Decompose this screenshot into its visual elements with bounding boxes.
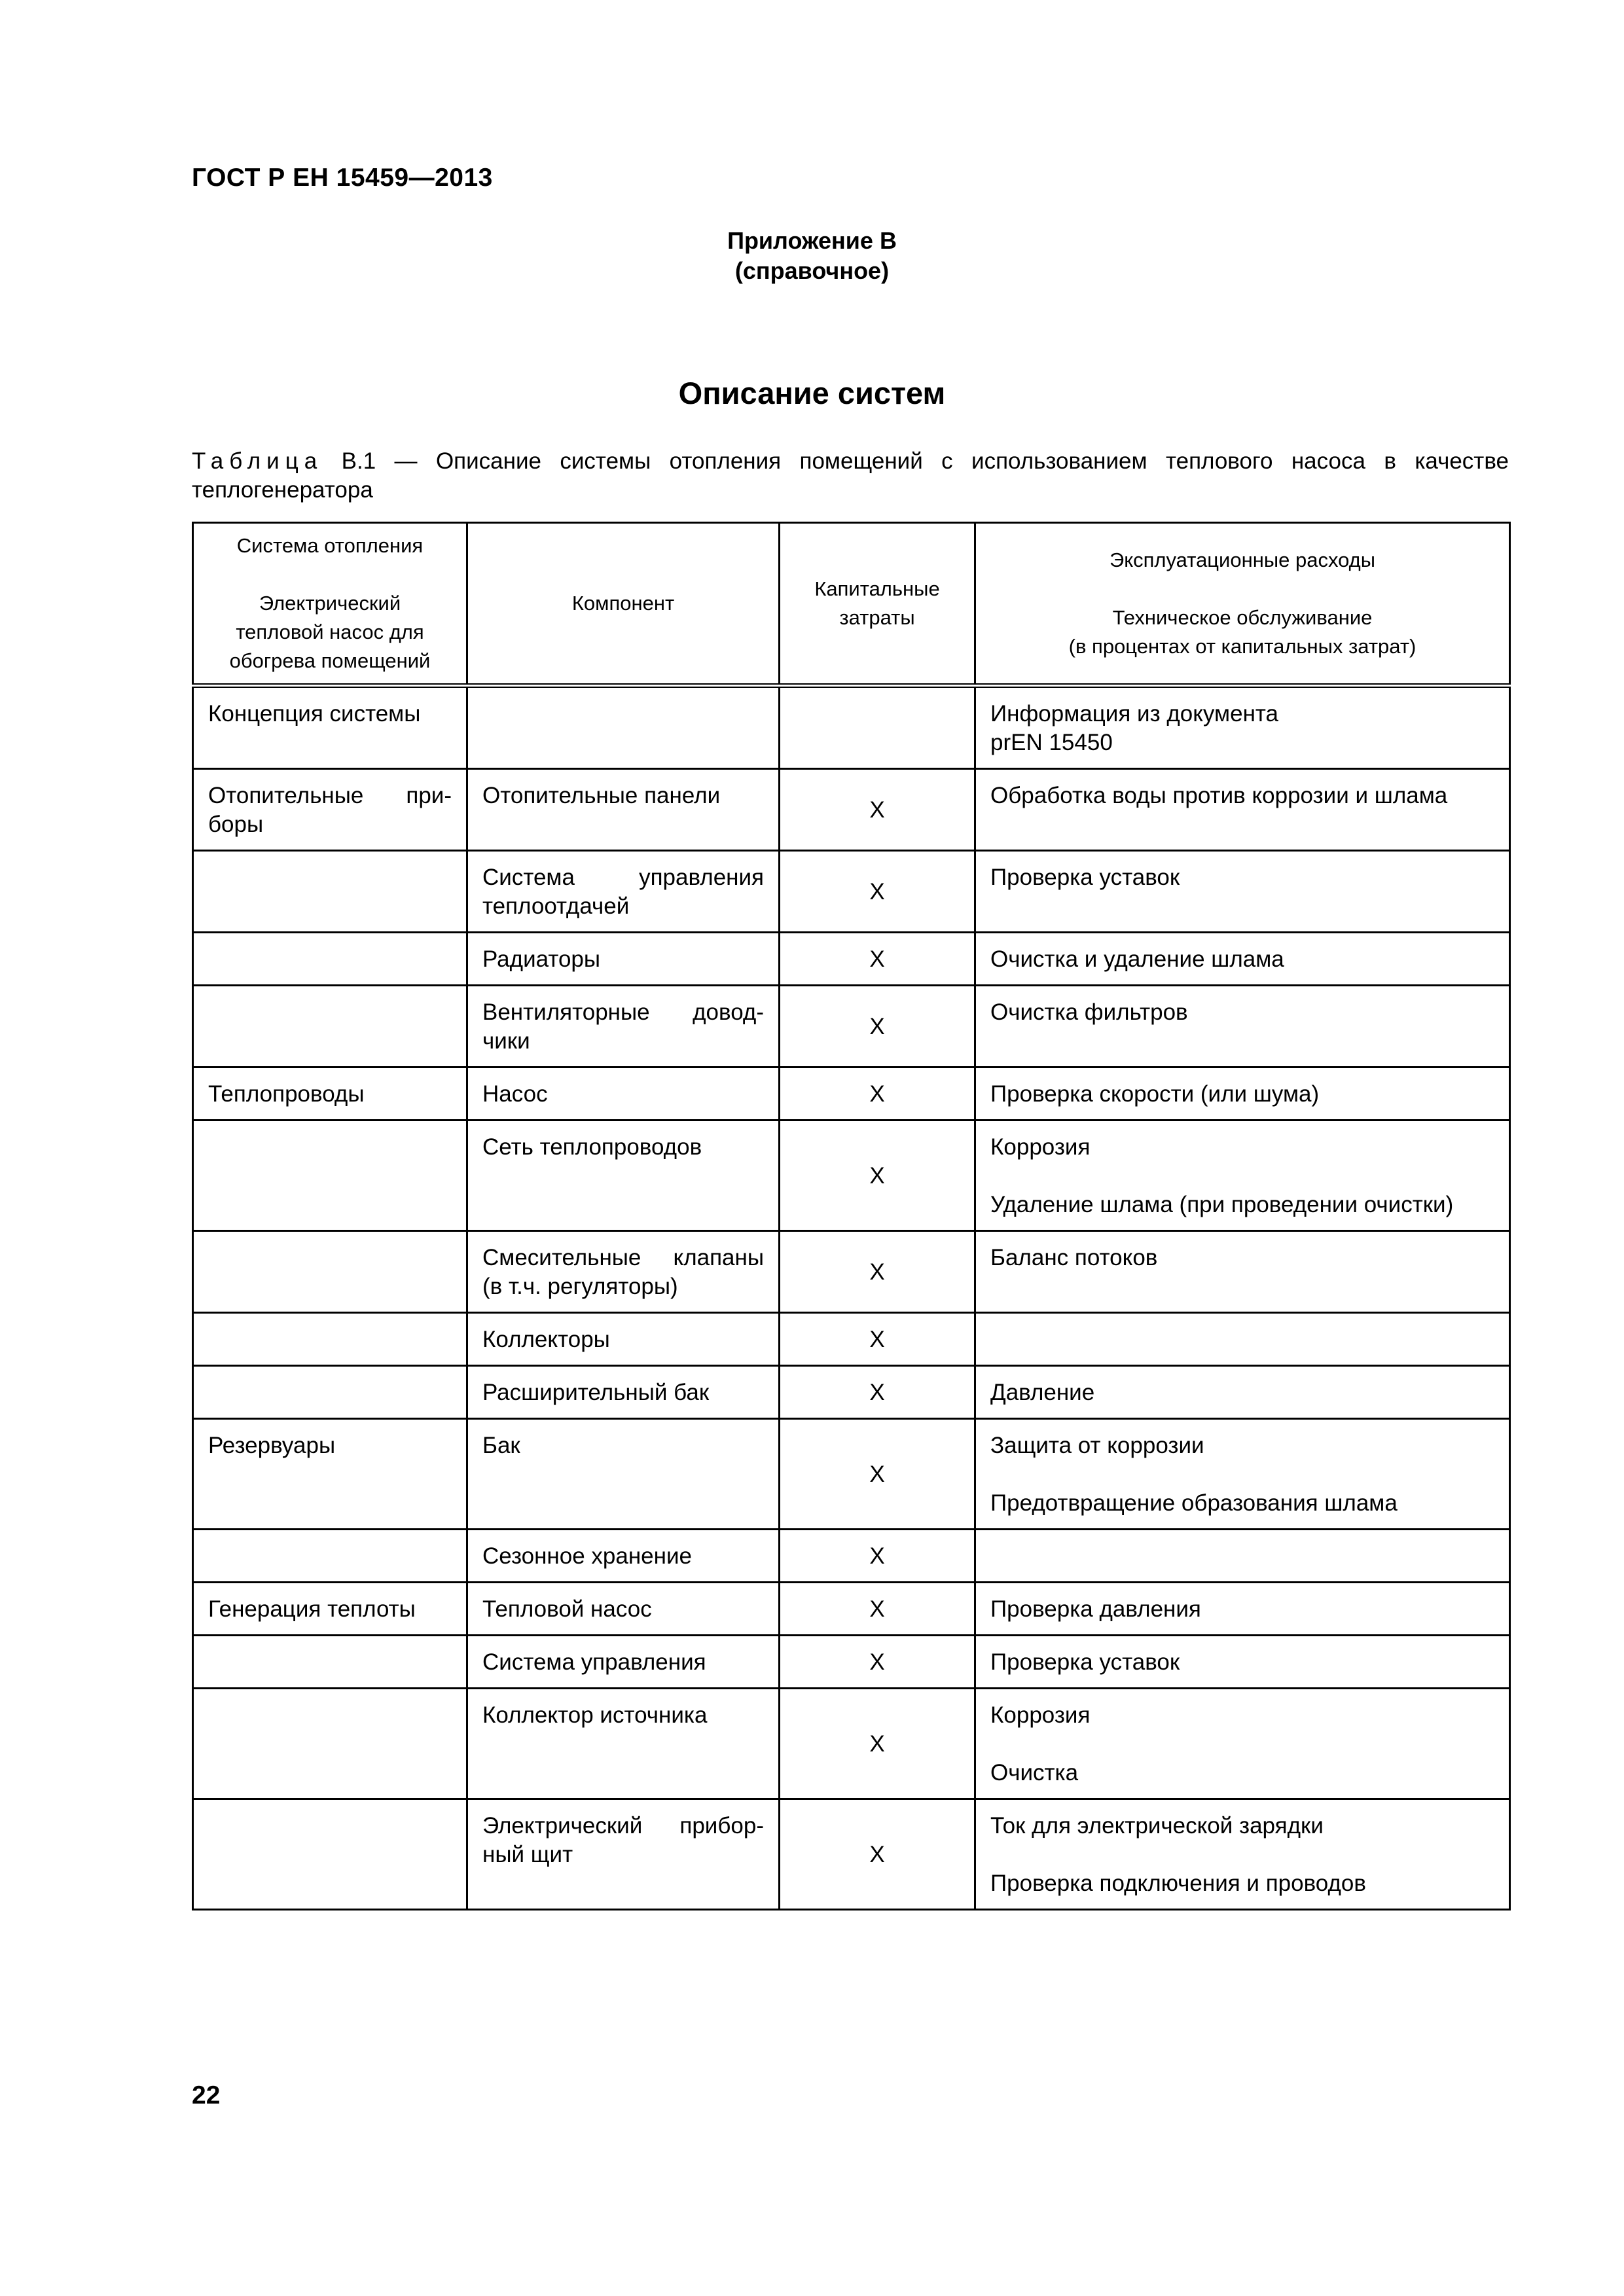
operating-cost-item: Коррозия	[990, 1702, 1091, 1728]
table-row	[193, 1313, 1510, 1366]
operating-cost-item: Очистка фильтров	[990, 999, 1188, 1025]
cell-operating-costs	[975, 1121, 1510, 1231]
cell-heating-system	[193, 1689, 467, 1799]
cell-heating-system	[193, 1313, 467, 1366]
cell-operating-costs	[975, 686, 1510, 769]
cell-capex: X	[780, 1799, 975, 1910]
table-row	[193, 1583, 1510, 1636]
cell-heating-system: Генерация теплоты	[193, 1583, 467, 1636]
cell-heating-system: Резервуары	[193, 1419, 467, 1530]
table-row	[193, 686, 1510, 769]
table-row	[193, 1067, 1510, 1121]
header-heating-system-sub2: тепловой насос для	[236, 620, 424, 643]
operating-cost-item: Проверка уставок	[990, 865, 1180, 890]
table-caption-label: Таблица	[192, 448, 323, 474]
cell-capex: X	[780, 769, 975, 851]
cell-operating-costs	[975, 986, 1510, 1067]
operating-cost-item: Давление	[990, 1380, 1095, 1405]
cell-capex: X	[780, 851, 975, 933]
cell-spacer	[990, 1460, 1494, 1489]
header-capex	[780, 523, 975, 686]
header-heating-system-title: Система отопления	[236, 534, 424, 557]
cell-heating-system: Концепция системы	[193, 686, 467, 769]
cell-spacer	[990, 1730, 1494, 1759]
cell-operating-costs	[975, 769, 1510, 851]
operating-cost-item: Коррозия	[990, 1134, 1091, 1160]
cell-operating-costs	[975, 1530, 1510, 1583]
cell-heating-system	[193, 1366, 467, 1419]
cell-capex: X	[780, 1636, 975, 1689]
cell-capex: X	[780, 1419, 975, 1530]
cell-operating-costs	[975, 1231, 1510, 1313]
operating-cost-item: Информация из документа	[990, 701, 1278, 726]
cell-capex: X	[780, 1313, 975, 1366]
operating-cost-item: Защита от коррозии	[990, 1433, 1204, 1458]
operating-cost-item: Удаление шлама (при проведении очистки)	[990, 1192, 1454, 1217]
cell-heating-system	[193, 851, 467, 933]
cell-operating-costs	[975, 1583, 1510, 1636]
cell-heating-system	[193, 933, 467, 986]
cell-heating-system: Теплопроводы	[193, 1067, 467, 1121]
systems-table	[192, 522, 1511, 1910]
operating-cost-item: Обработка воды против коррозии и шлама	[990, 783, 1448, 808]
table-caption-text: В.1 — Описание системы отопления помещений с использованием теплового насоса в качестве теплогенератора	[192, 448, 1509, 503]
table-row	[193, 1419, 1510, 1530]
header-heating-system-sub3: обогрева помещений	[229, 649, 431, 672]
header-maintenance-note: (в процентах от капитальных затрат)	[1068, 635, 1416, 658]
cell-component: Радиаторы	[467, 933, 780, 986]
cell-component: Бак	[467, 1419, 780, 1530]
cell-capex: X	[780, 1121, 975, 1231]
page-number: 22	[192, 2081, 221, 2109]
cell-spacer	[990, 1840, 1494, 1869]
table-row	[193, 851, 1510, 933]
operating-cost-item: Проверка уставок	[990, 1649, 1180, 1675]
cell-operating-costs	[975, 1366, 1510, 1419]
cell-capex: X	[780, 1583, 975, 1636]
cell-operating-costs	[975, 1636, 1510, 1689]
table-header-row	[193, 523, 1510, 686]
cell-capex: X	[780, 1231, 975, 1313]
cell-component: Система управления теплоотдачей	[467, 851, 780, 933]
cell-operating-costs	[975, 1689, 1510, 1799]
cell-operating-costs	[975, 1799, 1510, 1910]
table-row	[193, 1689, 1510, 1799]
table-row	[193, 1799, 1510, 1910]
cell-component: Вентиляторные довод-чики	[467, 986, 780, 1067]
cell-capex: X	[780, 986, 975, 1067]
header-spacer	[983, 575, 1502, 603]
cell-heating-system	[193, 1231, 467, 1313]
table-row	[193, 769, 1510, 851]
header-component: Компонент	[467, 523, 780, 686]
table-row	[193, 1121, 1510, 1231]
header-capex-line2: затраты	[839, 606, 915, 629]
cell-component: Отопительные панели	[467, 769, 780, 851]
cell-heating-system: Отопительные при-боры	[193, 769, 467, 851]
cell-operating-costs	[975, 933, 1510, 986]
header-spacer	[200, 560, 460, 589]
operating-cost-item: Ток для электрической зарядки	[990, 1813, 1324, 1839]
cell-component: Тепловой насос	[467, 1583, 780, 1636]
cell-operating-costs	[975, 1067, 1510, 1121]
cell-component: Коллекторы	[467, 1313, 780, 1366]
cell-operating-costs	[975, 1419, 1510, 1530]
operating-cost-item: Предотвращение образования шлама	[990, 1490, 1398, 1516]
operating-cost-item: Проверка давления	[990, 1596, 1201, 1622]
cell-heating-system	[193, 986, 467, 1067]
table-body	[193, 686, 1510, 1910]
annex-status: (справочное)	[734, 257, 890, 284]
cell-capex	[780, 686, 975, 769]
table-caption	[192, 447, 1509, 505]
cell-component: Расширительный бак	[467, 1366, 780, 1419]
document-code: ГОСТ Р ЕН 15459—2013	[192, 164, 493, 192]
operating-cost-item: prEN 15450	[990, 730, 1113, 755]
table-row	[193, 1366, 1510, 1419]
operating-cost-item: Очистка	[990, 1760, 1079, 1785]
cell-capex: X	[780, 933, 975, 986]
cell-capex: X	[780, 1366, 975, 1419]
header-heating-system	[193, 523, 467, 686]
operating-cost-item: Очистка и удаление шлама	[990, 946, 1284, 972]
header-heating-system-sub1: Электрический	[259, 592, 401, 615]
section-title: Описание систем	[678, 376, 946, 410]
operating-cost-item: Баланс потоков	[990, 1245, 1158, 1270]
annex-title: Приложение В	[727, 227, 897, 254]
cell-component: Насос	[467, 1067, 780, 1121]
cell-component	[467, 686, 780, 769]
cell-capex: X	[780, 1067, 975, 1121]
header-operating-costs	[975, 523, 1510, 686]
table-row	[193, 1530, 1510, 1583]
cell-operating-costs	[975, 1313, 1510, 1366]
cell-heating-system	[193, 1636, 467, 1689]
cell-component: Сезонное хранение	[467, 1530, 780, 1583]
operating-cost-item: Проверка скорости (или шума)	[990, 1081, 1320, 1107]
annex-heading	[0, 226, 1624, 286]
cell-component: Смесительные клапаны (в т.ч. регуляторы)	[467, 1231, 780, 1313]
cell-heating-system	[193, 1530, 467, 1583]
operating-cost-item: Проверка подключения и проводов	[990, 1871, 1366, 1896]
cell-heating-system	[193, 1799, 467, 1910]
cell-operating-costs	[975, 851, 1510, 933]
header-maintenance: Техническое обслуживание	[1112, 606, 1373, 629]
table-row	[193, 986, 1510, 1067]
header-capex-line1: Капитальные	[814, 577, 940, 600]
cell-capex: X	[780, 1530, 975, 1583]
cell-component: Сеть теплопроводов	[467, 1121, 780, 1231]
table-row	[193, 933, 1510, 986]
cell-spacer	[990, 1162, 1494, 1191]
cell-component: Система управления	[467, 1636, 780, 1689]
cell-capex: X	[780, 1689, 975, 1799]
header-operating-costs-title: Эксплуатационные расходы	[1109, 548, 1376, 571]
cell-component: Коллектор источника	[467, 1689, 780, 1799]
table-row	[193, 1636, 1510, 1689]
table-row	[193, 1231, 1510, 1313]
cell-heating-system	[193, 1121, 467, 1231]
cell-component: Электрический прибор-ный щит	[467, 1799, 780, 1910]
